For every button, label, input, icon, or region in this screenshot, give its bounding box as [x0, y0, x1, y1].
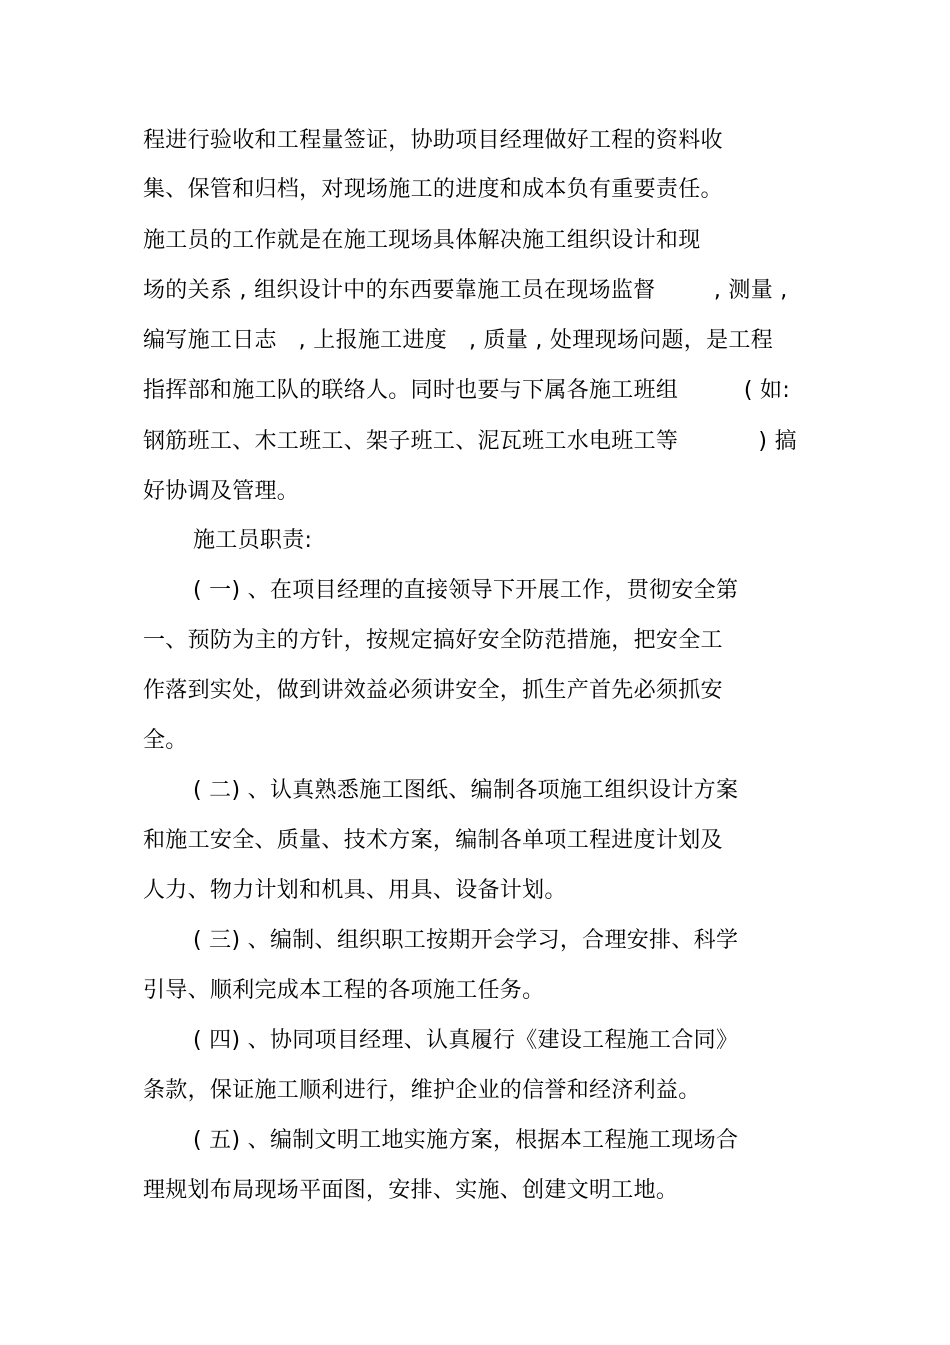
- paragraph-line: ( 四) 、协同项目经理、认真履行《建设工程施工合同》: [193, 1028, 739, 1053]
- paragraph-line: 指挥部和施工队的联络人。同时也要与下属各施工班组 ( 如:: [143, 378, 791, 403]
- paragraph-line: 程进行验收和工程量签证，协助项目经理做好工程的资料收: [143, 128, 723, 153]
- paragraph-line: 好协调及管理。: [143, 479, 300, 504]
- paragraph-line: 引导、顺利完成本工程的各项施工任务。: [143, 978, 545, 1003]
- paragraph-line: 人力、物力计划和机具、用具、设备计划。: [143, 878, 567, 903]
- section-heading: 施工员职责:: [193, 528, 313, 553]
- paragraph-line: 编写施工日志 , 上报施工进度 , 质量 , 处理现场问题，是工程: [143, 328, 774, 353]
- paragraph-line: 理规划布局现场平面图，安排、实施、创建文明工地。: [143, 1178, 679, 1203]
- paragraph-line: 钢筋班工、木工班工、架子班工、泥瓦班工水电班工等 ) 搞: [143, 429, 797, 454]
- paragraph-line: ( 五) 、编制文明工地实施方案，根据本工程施工现场合: [193, 1128, 739, 1153]
- paragraph-line: 场的关系 , 组织设计中的东西要靠施工员在现场监督 , 测量 ,: [143, 278, 788, 303]
- paragraph-line: 施工员的工作就是在施工现场具体解决施工组织设计和现: [143, 228, 701, 253]
- paragraph-line: 全。: [143, 728, 188, 753]
- paragraph-line: 作落到实处，做到讲效益必须讲安全，抓生产首先必须抓安: [143, 678, 723, 703]
- paragraph-line: 和施工安全、质量、技术方案，编制各单项工程进度计划及: [143, 828, 723, 853]
- paragraph-line: 条款，保证施工顺利进行，维护企业的信誉和经济利益。: [143, 1078, 701, 1103]
- paragraph-line: 一、预防为主的方针，按规定搞好安全防范措施，把安全工: [143, 628, 723, 653]
- paragraph-line: ( 二) 、认真熟悉施工图纸、编制各项施工组织设计方案: [193, 778, 739, 803]
- paragraph-line: ( 一) 、在项目经理的直接领导下开展工作，贯彻安全第: [193, 578, 739, 603]
- paragraph-line: 集、保管和归档，对现场施工的进度和成本负有重要责任。: [143, 177, 723, 202]
- paragraph-line: ( 三) 、编制、组织职工按期开会学习，合理安排、科学: [193, 928, 739, 953]
